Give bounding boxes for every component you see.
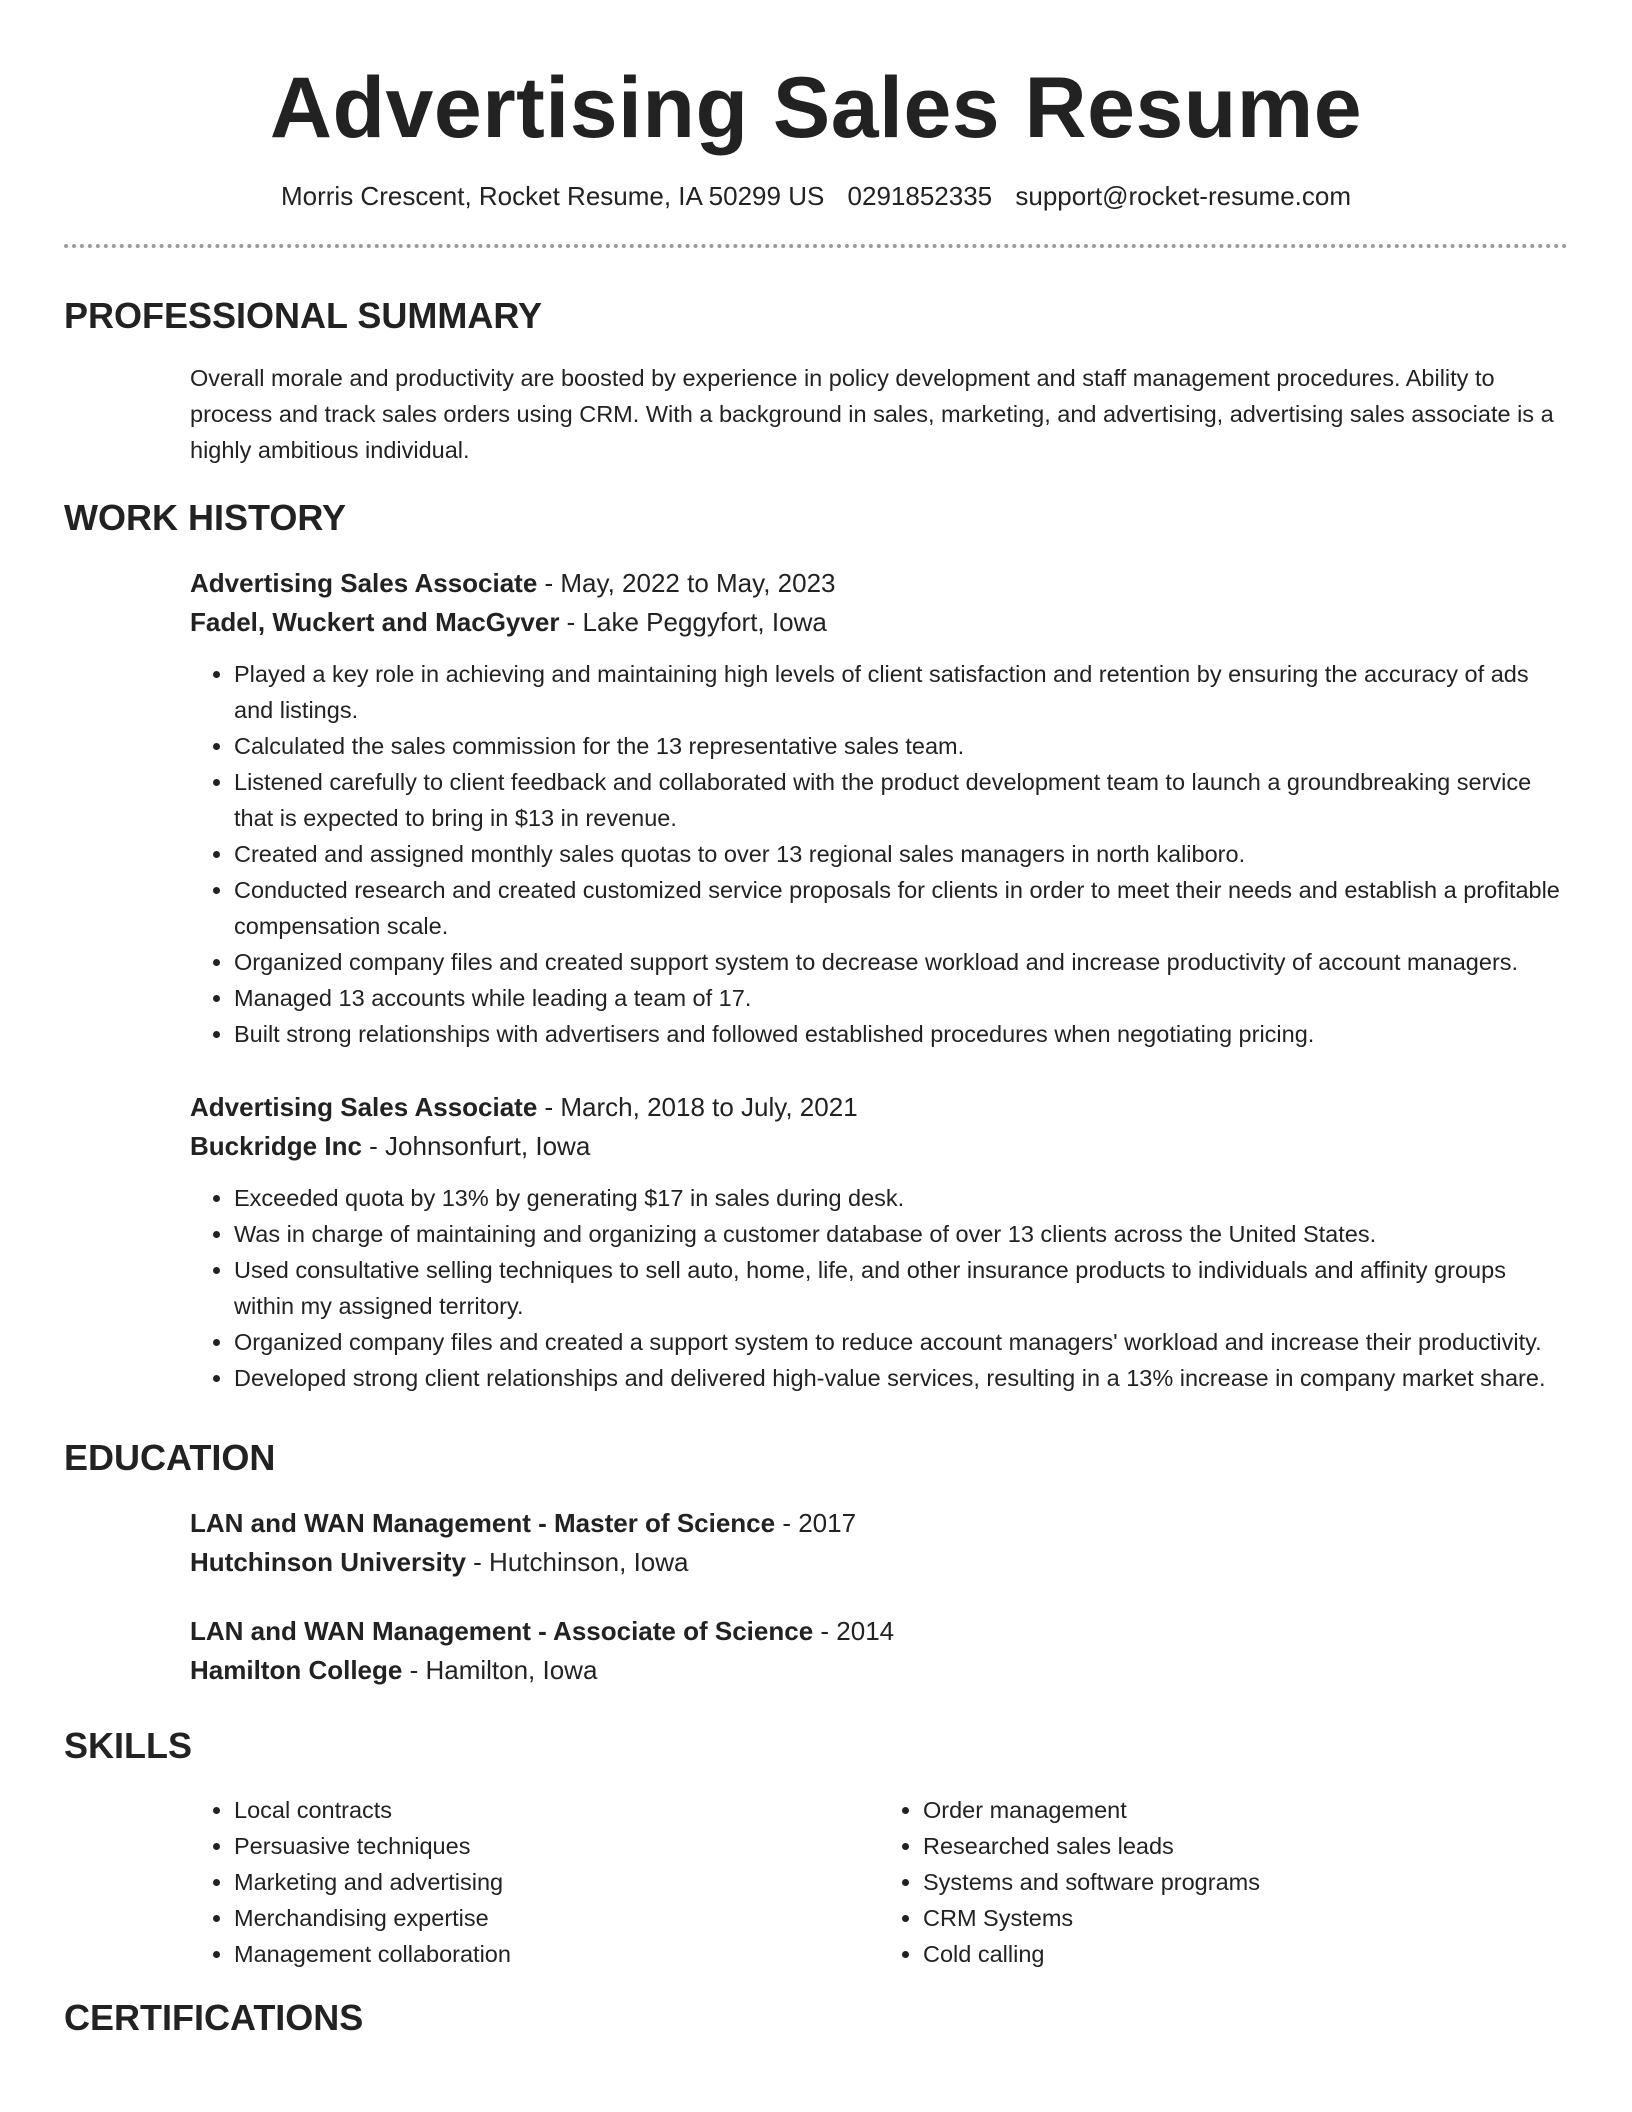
job-role: Advertising Sales Associate	[190, 568, 538, 598]
education-school-line	[190, 1651, 1568, 1690]
job-bullet: • Built strong relationships with advertisers and followed established procedures when negotiating pricing.	[234, 1016, 1568, 1052]
work-history-section	[190, 564, 1568, 1396]
job-role: Advertising Sales Associate	[190, 1092, 538, 1122]
summary-section	[190, 360, 1568, 468]
job-bullets	[190, 1180, 1568, 1396]
education-section	[190, 1504, 1568, 1690]
contact-line	[64, 178, 1568, 214]
certifications-heading: CERTIFICATIONS	[64, 1997, 364, 2038]
job-bullet: • Listened carefully to client feedback and collaborated with the product development team to launch a groundbreaking service that is expected to bring in $13 in revenue.	[234, 764, 1568, 836]
job-bullet: • Managed 13 accounts while leading a team of 17.	[234, 980, 1568, 1016]
skill-item: • CRM Systems	[923, 1900, 1568, 1936]
header-divider	[64, 244, 1568, 248]
job-bullet: • Exceeded quota by 13% by generating $17 in sales during desk.	[234, 1180, 1568, 1216]
education-degree-line	[190, 1612, 1568, 1651]
job-entry	[190, 1088, 1568, 1396]
education-degree-line	[190, 1504, 1568, 1543]
education-degree: LAN and WAN Management - Associate of Science	[190, 1616, 814, 1646]
education-school: Hamilton College	[190, 1655, 403, 1685]
job-role-line	[190, 1088, 1568, 1127]
skill-item: • Management collaboration	[234, 1936, 879, 1972]
education-degree: LAN and WAN Management - Master of Science	[190, 1508, 776, 1538]
contact-email: support@rocket-resume.com	[1015, 181, 1352, 211]
education-entry	[190, 1612, 1568, 1690]
skills-section	[190, 1792, 1568, 1972]
job-bullet: • Played a key role in achieving and maintaining high levels of client satisfaction and retention by ensuring the accuracy of ads and listings.	[234, 656, 1568, 728]
skill-item: • Merchandising expertise	[234, 1900, 879, 1936]
resume-title: Advertising Sales Resume	[269, 60, 1363, 156]
education-school-line	[190, 1543, 1568, 1582]
job-bullet: • Used consultative selling techniques to sell auto, home, life, and other insurance products to individuals and affinity groups within my assigned territory.	[234, 1252, 1568, 1324]
job-bullet: • Developed strong client relationships and delivered high-value services, resulting in a 13% increase in company market share.	[234, 1360, 1568, 1396]
job-location: - Johnsonfurt, Iowa	[361, 1131, 591, 1161]
education-year: - 2017	[775, 1508, 857, 1538]
summary-text: Overall morale and productivity are boosted by experience in policy development and staff management procedures. Ability to process and track sales orders using CRM. With a background in sales, marketing, and advertising, advertising sales associate is a highly ambitious individual.	[190, 365, 1554, 463]
job-company: Buckridge Inc	[190, 1131, 362, 1161]
job-bullet: • Was in charge of maintaining and organizing a customer database of over 13 clients across the United States.	[234, 1216, 1568, 1252]
skill-item: • Systems and software programs	[923, 1864, 1568, 1900]
skills-heading: SKILLS	[64, 1725, 193, 1766]
job-role-line	[190, 564, 1568, 603]
skill-item: • Order management	[923, 1792, 1568, 1828]
skill-item: • Marketing and advertising	[234, 1864, 879, 1900]
job-bullet: • Created and assigned monthly sales quotas to over 13 regional sales managers in north kaliboro.	[234, 836, 1568, 872]
skill-item: • Cold calling	[923, 1936, 1568, 1972]
skills-column-left	[190, 1792, 879, 1972]
job-dates: - May, 2022 to May, 2023	[537, 568, 836, 598]
job-bullet: • Calculated the sales commission for the 13 representative sales team.	[234, 728, 1568, 764]
job-bullet: • Conducted research and created customized service proposals for clients in order to meet their needs and establish a profitable compensation scale.	[234, 872, 1568, 944]
job-entry	[190, 564, 1568, 1052]
education-entry	[190, 1504, 1568, 1582]
skill-item: • Researched sales leads	[923, 1828, 1568, 1864]
contact-address: Morris Crescent, Rocket Resume, IA 50299 US	[280, 181, 825, 211]
education-school: Hutchinson University	[190, 1547, 466, 1577]
skills-column-right	[879, 1792, 1568, 1972]
work-history-heading: WORK HISTORY	[64, 497, 347, 538]
job-company: Fadel, Wuckert and MacGyver	[190, 607, 560, 637]
education-heading: EDUCATION	[64, 1437, 276, 1478]
job-bullet: • Organized company files and created a support system to reduce account managers' workload and increase their productivity.	[234, 1324, 1568, 1360]
education-location: - Hamilton, Iowa	[402, 1655, 598, 1685]
job-company-line	[190, 1127, 1568, 1166]
job-bullet: • Organized company files and created support system to decrease workload and increase productivity of account managers.	[234, 944, 1568, 980]
education-year: - 2014	[813, 1616, 895, 1646]
job-company-line	[190, 603, 1568, 642]
job-location: - Lake Peggyfort, Iowa	[559, 607, 827, 637]
education-location: - Hutchinson, Iowa	[465, 1547, 689, 1577]
summary-heading: PROFESSIONAL SUMMARY	[64, 295, 543, 336]
skill-item: • Local contracts	[234, 1792, 879, 1828]
skill-item: • Persuasive techniques	[234, 1828, 879, 1864]
job-dates: - March, 2018 to July, 2021	[537, 1092, 858, 1122]
job-bullets	[190, 656, 1568, 1052]
contact-phone: 0291852335	[847, 181, 993, 211]
